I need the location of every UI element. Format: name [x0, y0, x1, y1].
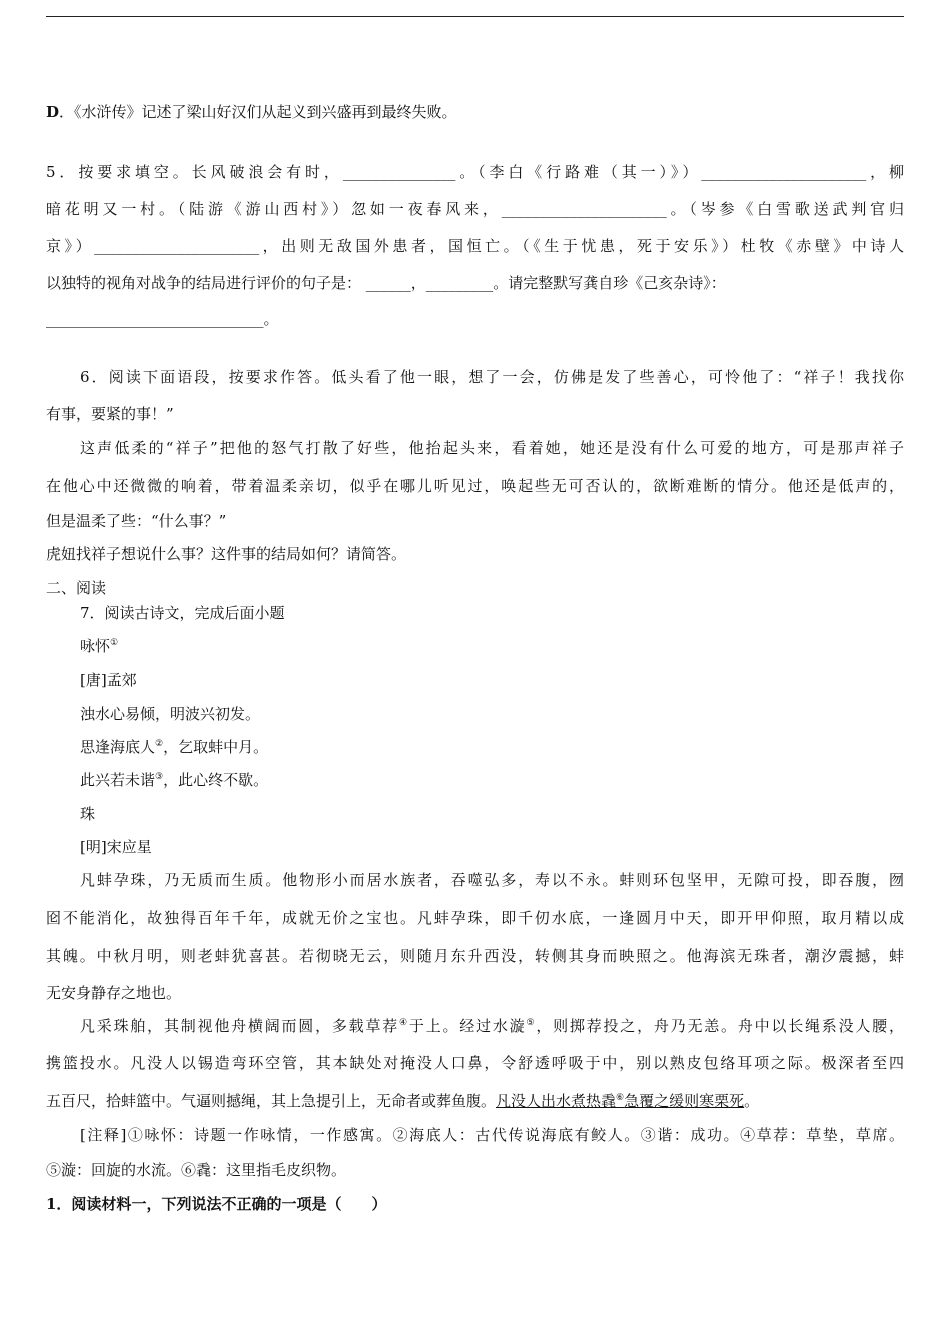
- q7-title: 7．阅读古诗文，完成后面小题: [80, 604, 285, 622]
- q5-line-2: 暗花明又一村。（陆游《游山西村》）忽如一夜春风来，______________________。（岑参《白雪歌送武判官归: [46, 200, 904, 218]
- q6-line-3: 这声低柔的“祥子”把他的怒气打散了好些，他抬起头来，看着她，她还是没有什么可爱的地方，可是那声祥子: [80, 439, 904, 457]
- poem-line-2: 思逢海底人②，乞取蚌中月。: [80, 738, 269, 756]
- essay-p1-line-2: 囵不能消化，故独得百年千年，成就无价之宝也。凡蚌孕珠，即千仞水底，一逢圆月中天，即开甲仰照，取月精以成: [46, 909, 904, 927]
- underlined-sentence: 凡没人出水煮热毳⑥急覆之缓则寒栗死: [496, 1092, 745, 1110]
- sub-question-1: 1．阅读材料一，下列说法不正确的一项是（ ）: [46, 1195, 387, 1213]
- header-rule: [46, 16, 904, 17]
- q5-line-4: 以独特的视角对战争的结局进行评价的句子是： ______，_________。请完整默写龚自珍《己亥杂诗》：: [46, 274, 726, 292]
- option-d: D．《水浒传》记述了梁山好汉们从起义到兴盛再到最终失败。: [46, 103, 457, 121]
- essay-title: 珠: [80, 805, 96, 823]
- q5-line-3: 京》）______________________，出则无敌国外患者，国恒亡。（《生于忧患，死于安乐》）杜牧《赤壁》中诗人: [46, 237, 904, 255]
- poem-title: 咏怀①: [80, 637, 119, 655]
- essay-author: [明]宋应星: [80, 838, 152, 856]
- essay-p1-line-4: 无安身静存之地也。: [46, 984, 182, 1002]
- essay-p2-line-1: 凡采珠舶，其制视他舟横阔而圆，多载草荐④于上。经过水漩⑤，则掷荐投之，舟乃无恙。舟中以长绳系没人腰，: [80, 1017, 904, 1035]
- q5-line-1: 5．按要求填空。长风破浪会有时，_______________。（李白《行路难（其一）》）______________________，柳: [46, 163, 904, 181]
- q5-line-5: _____________________________。: [46, 310, 279, 328]
- notes-line-2: ⑤漩：回旋的水流。⑥毳：这里指毛皮织物。: [46, 1161, 347, 1179]
- poem-line-3: 此兴若未谐③，此心终不歇。: [80, 771, 269, 789]
- essay-p2-line-3: 五百尺，拾蚌篮中。气逼则撼绳，其上急提引上，无命者或葬鱼腹。凡没人出水煮热毳⑥急覆之缓则寒栗死。: [46, 1092, 760, 1110]
- section-title: 二、阅读: [46, 579, 107, 597]
- essay-p2-line-2: 携篮投水。凡没人以锡造弯环空管，其本缺处对掩没人口鼻，令舒透呼吸于中，别以熟皮包络耳项之际。极深者至四: [46, 1054, 904, 1072]
- essay-p1-line-3: 其魄。中秋月明，则老蚌犹喜甚。若彻晓无云，则随月东升西没，转侧其身而映照之。他海滨无珠者，潮汐震撼，蚌: [46, 947, 904, 965]
- essay-p1-line-1: 凡蚌孕珠，乃无质而生质。他物形小而居水族者，吞噬弘多，寿以不永。蚌则环包坚甲，无隙可投，即吞腹，囫: [80, 871, 904, 889]
- q6-line-1: 6．阅读下面语段，按要求作答。低头看了他一眼，想了一会，仿佛是发了些善心，可怜他了：“祥子！我找你: [80, 368, 904, 386]
- notes-line-1: [注释]①咏怀：诗题一作咏情，一作感寓。②海底人：古代传说海底有鲛人。③谐：成功。④草荐：草垫，草席。: [80, 1126, 904, 1144]
- q6-line-2: 有事，要紧的事！”: [46, 405, 174, 423]
- q6-line-5: 但是温柔了些：“什么事？”: [46, 512, 227, 530]
- poem-line-1: 浊水心易倾，明波兴初发。: [80, 705, 261, 723]
- poem-author: [唐]孟郊: [80, 671, 137, 689]
- q6-line-4: 在他心中还微微的响着，带着温柔亲切，似乎在哪儿听见过，唤起些无可否认的，欲断难断的情分。他还是低声的，: [46, 477, 904, 495]
- q6-question: 虎妞找祥子想说什么事？这件事的结局如何？请简答。: [46, 545, 407, 563]
